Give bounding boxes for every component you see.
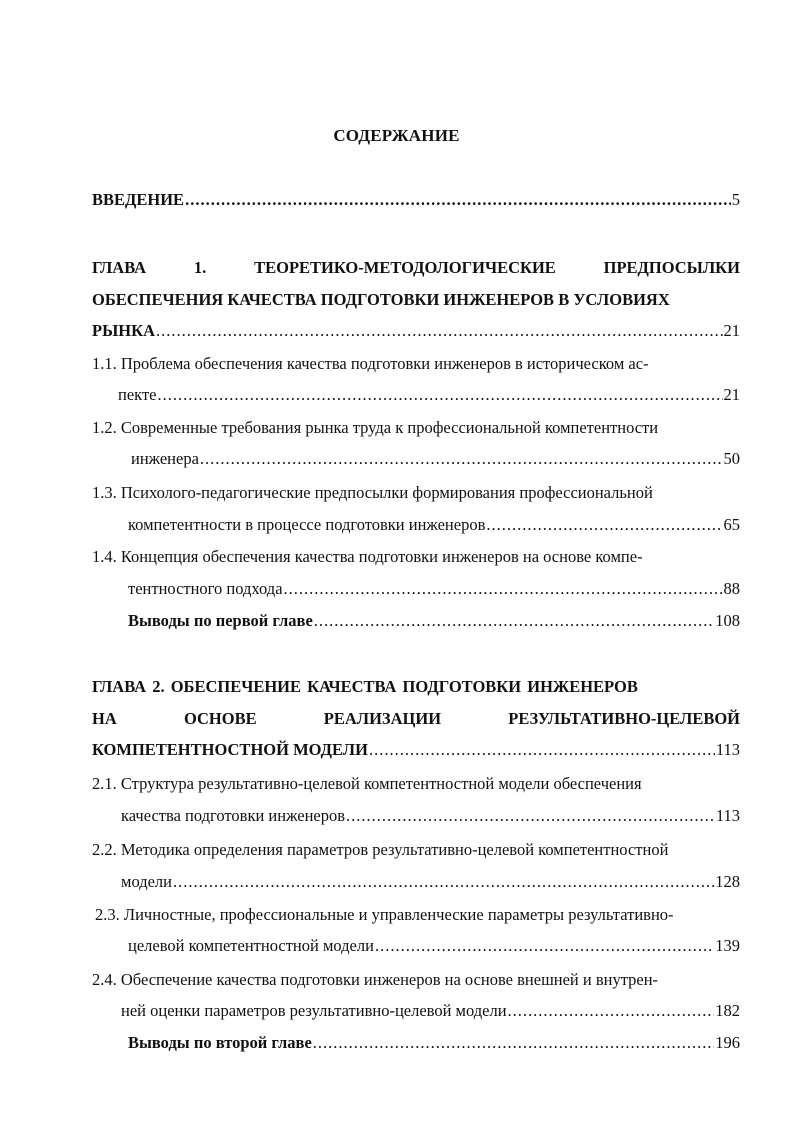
leader-dots: [375, 936, 714, 956]
leader-dots: [200, 449, 723, 469]
leader-dots: [185, 190, 731, 210]
toc-entry-2-4-line1: 2.4. Обеспечение качества подготовки инженеров на основе внешней и внутрен-: [92, 970, 659, 989]
toc-entry-label: ВВЕДЕНИЕ: [92, 190, 185, 209]
toc-entry-intro[interactable]: [92, 190, 740, 210]
toc-page-number: 182: [715, 1001, 740, 1020]
toc-entry-2-2-line1: 2.2. Методика определения параметров результативно-целевой компетентностной: [92, 840, 669, 859]
toc-entry-2-3-line1: 2.3. Личностные, профессиональные и управленческие параметры результативно-: [95, 905, 674, 924]
heading-word: ТЕОРЕТИКО-МЕТОДОЛОГИЧЕСКИЕ: [254, 258, 556, 277]
toc-page-number: 196: [715, 1033, 740, 1052]
toc-entry-2-3[interactable]: [128, 936, 740, 956]
toc-entry-chapter-2[interactable]: [92, 740, 740, 760]
toc-entry-1-2[interactable]: [131, 449, 740, 469]
leader-dots: [346, 806, 715, 826]
toc-entry-label: Выводы по второй главе: [128, 1033, 312, 1052]
toc-entry-1-4-line1: 1.4. Концепция обеспечения качества подготовки инженеров на основе компе-: [92, 547, 643, 566]
toc-page-number: 21: [723, 385, 740, 404]
toc-entry-2-1-line1: 2.1. Структура результативно-целевой компетентностной модели обеспечения: [92, 774, 642, 793]
leader-dots: [508, 1001, 715, 1021]
toc-entry-1-1[interactable]: [118, 385, 740, 405]
chapter-1-heading-line2: ОБЕСПЕЧЕНИЯ КАЧЕСТВА ПОДГОТОВКИ ИНЖЕНЕРОВ В УСЛОВИЯХ: [92, 290, 670, 309]
toc-entry-conclusion-2[interactable]: [128, 1033, 740, 1053]
toc-entry-label: целевой компетентностной модели: [128, 936, 374, 955]
leader-dots: [486, 515, 722, 535]
leader-dots: [314, 611, 714, 631]
toc-page-number: 21: [723, 321, 740, 340]
toc-entry-label: Выводы по первой главе: [128, 611, 313, 630]
heading-word: ГЛАВА: [92, 258, 147, 277]
toc-entry-1-3[interactable]: [128, 515, 740, 535]
toc-entry-2-1[interactable]: [121, 806, 740, 826]
heading-word: РЕЗУЛЬТАТИВНО-ЦЕЛЕВОЙ: [508, 709, 740, 728]
toc-entry-1-2-line1: 1.2. Современные требования рынка труда к профессиональной компетентности: [92, 418, 659, 437]
toc-entry-1-3-line1: 1.3. Психолого-педагогические предпосылки формирования профессиональной: [92, 483, 653, 502]
toc-page-number: 128: [715, 872, 740, 891]
toc-entry-chapter-1[interactable]: [92, 321, 740, 341]
heading-word: НА: [92, 709, 117, 728]
toc-entry-label: компетентности в процессе подготовки инженеров: [128, 515, 486, 534]
toc-page-number: 108: [715, 611, 740, 630]
toc-page-number: 65: [723, 515, 740, 534]
toc-entry-label: ней оценки параметров результативно-целевой модели: [121, 1001, 507, 1020]
toc-entry-label: инженера: [131, 449, 199, 468]
page-title: СОДЕРЖАНИЕ: [333, 126, 460, 145]
toc-entry-label: РЫНКА: [92, 321, 155, 340]
toc-entry-label: пекте: [118, 385, 157, 404]
toc-entry-1-4[interactable]: [128, 579, 740, 599]
heading-word: РЕАЛИЗАЦИИ: [323, 709, 442, 728]
toc-entry-label: тентностного подхода: [128, 579, 283, 598]
heading-word: ОСНОВЕ: [183, 709, 257, 728]
chapter-2-heading-line2: [92, 709, 740, 729]
toc-entry-label: КОМПЕТЕНТНОСТНОЙ МОДЕЛИ: [92, 740, 368, 759]
toc-entry-1-1-line1: 1.1. Проблема обеспечения качества подготовки инженеров в историческом ас-: [92, 354, 649, 373]
toc-page-number: 139: [715, 936, 740, 955]
chapter-2-heading-line1: ГЛАВА 2. ОБЕСПЕЧЕНИЕ КАЧЕСТВА ПОДГОТОВКИ ИНЖЕНЕРОВ: [92, 677, 638, 696]
toc-page-number: 5: [731, 190, 740, 209]
toc-page-number: 50: [723, 449, 740, 468]
leader-dots: [173, 872, 714, 892]
toc-entry-2-4[interactable]: [121, 1001, 740, 1021]
toc-entry-label: модели: [121, 872, 172, 891]
leader-dots: [158, 385, 723, 405]
toc-page-number: 88: [723, 579, 740, 598]
toc-page-number: 113: [715, 740, 740, 759]
toc-entry-2-2[interactable]: [121, 872, 740, 892]
leader-dots: [313, 1033, 714, 1053]
heading-word: 1.: [193, 258, 207, 277]
toc-entry-label: качества подготовки инженеров: [121, 806, 346, 825]
toc-entry-conclusion-1[interactable]: [128, 611, 740, 631]
chapter-1-heading-line1: [92, 258, 740, 278]
heading-word: ПРЕДПОСЫЛКИ: [603, 258, 740, 277]
leader-dots: [369, 740, 715, 760]
leader-dots: [284, 579, 723, 599]
leader-dots: [156, 321, 723, 341]
toc-page-number: 113: [715, 806, 740, 825]
